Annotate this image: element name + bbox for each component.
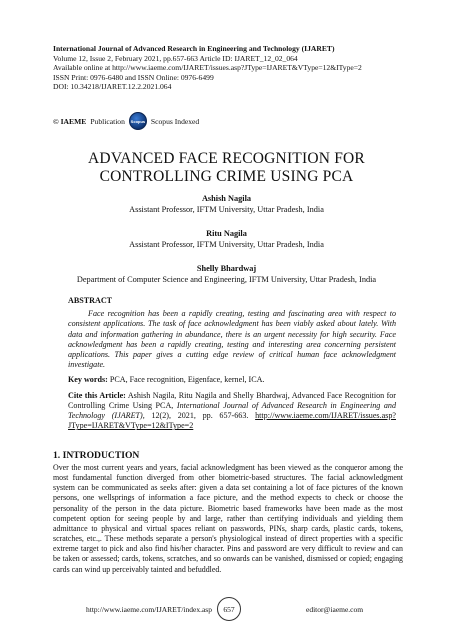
author-affiliation: Department of Computer Science and Engineering, IFTM University, Uttar Pradesh, India: [76, 275, 377, 284]
author-name: Shelly Bhardwaj: [196, 264, 257, 273]
scopus-logo-text: Scopus: [130, 118, 146, 124]
publisher-line: [53, 112, 199, 130]
scopus-logo-icon: [129, 112, 147, 130]
citation-block: [68, 391, 396, 432]
author-block: [20, 228, 433, 250]
abstract-heading: ABSTRACT: [68, 296, 113, 305]
author-name: Ashish Nagila: [201, 194, 252, 203]
journal-name: International Journal of Advanced Research in Engineering and Technology (IJARET): [53, 44, 335, 53]
author-affiliation: Assistant Professor, IFTM University, Uttar Pradesh, India: [129, 240, 324, 249]
abstract-body: Face recognition has been a rapidly creating, testing and fascinating area with respect to consistent applications. The task of face acknowledgment has been viably asked about lately. With data and information gathering in abundance, there is an urgent necessity for high security. Face acknowledgment has been a rapidly creating, testing and interesting area concerning persistent applications. This paper gives a cutting edge review of critical human face acknowledgment investigate.: [68, 309, 396, 370]
title-line-1: ADVANCED FACE RECOGNITION FOR: [88, 150, 365, 167]
cite-url-link[interactable]: http://www.iaeme.com/IJARET/issues.asp?JType=IJARET&VType=12&IType=2: [68, 411, 396, 431]
cite-journal: International Journal of Advanced Research in Engineering and Technology (IJARET): [68, 400, 396, 421]
footer-url-link[interactable]: http://www.iaeme.com/IJARET/index.asp: [86, 605, 212, 614]
publisher-publication: Publication: [90, 116, 125, 126]
keywords-line: [68, 375, 396, 385]
publisher-name: © IAEME: [53, 116, 87, 126]
author-block: [20, 193, 433, 215]
author-name: Ritu Nagila: [206, 229, 247, 238]
doi-line[interactable]: DOI: 10.34218/IJARET.12.2.2021.064: [53, 82, 172, 92]
cite-text: Ashish Nagila, Ritu Nagila and Shelly Bhardwaj, Advanced Face Recognition for Controlling Crime Using PCA,: [68, 390, 397, 410]
author-affiliation: Assistant Professor, IFTM University, Uttar Pradesh, India: [129, 205, 324, 214]
abstract-section: [68, 296, 396, 431]
availability-line[interactable]: Available online at http://www.iaeme.com/IJARET/issues.asp?JType=IJARET&VType=12&IType=2: [53, 63, 362, 73]
paper-title: [40, 150, 413, 186]
author-block: [20, 263, 433, 285]
scopus-indexed-label: Scopus Indexed: [150, 116, 200, 126]
issn-line: ISSN Print: 0976-6480 and ISSN Online: 0976-6499: [53, 72, 214, 82]
page-number: 657: [217, 597, 241, 621]
cite-volume: , 12(2), 2021, pp. 657-663.: [142, 411, 249, 421]
introduction-heading: 1. INTRODUCTION: [53, 450, 140, 461]
footer-email-link[interactable]: editor@iaeme.com: [306, 605, 364, 614]
page-footer: [0, 596, 453, 620]
title-line-2: CONTROLLING CRIME USING PCA: [99, 168, 354, 185]
cite-label: Cite this Article:: [68, 390, 126, 400]
keywords-label: Key words:: [68, 375, 108, 385]
keywords-text: PCA, Face recognition, Eigenface, kernel, ICA.: [109, 375, 265, 385]
journal-header: [53, 44, 433, 92]
volume-line: Volume 12, Issue 2, February 2021, pp.657-663 Article ID: IJARET_12_02_064: [53, 53, 298, 63]
introduction-body: Over the most current years and years, facial acknowledgment has been viewed as the conqueror among the most fundamental function diverged from other biometric-based structures. The facial acknowledgment system can be communicated as seeks after: given a data set containing a lot of face pictures of the known persons, one wellsprings of information a face picture, and the method expects to check or choose the personality of the person in the data picture. Biometric based frameworks have been made as the most competent option for seeing people by and large, rather than certifying individuals and yielding them admittance to physical and virtual spaces reliant on passwords, PINs, sharp cards, plastic cards, tokens, scratches, etc.,. These methods separate a person's physiological instead of direct properties with a specific extreme target to pick and also find his/her character. Pins and password are very difficult to review and can be taken or assessed; cards, tokens, scratches, and so onwards can be vanished, dismissed or copied; engaging cards can wind up perceivably tainted and befuddled.: [53, 463, 403, 574]
